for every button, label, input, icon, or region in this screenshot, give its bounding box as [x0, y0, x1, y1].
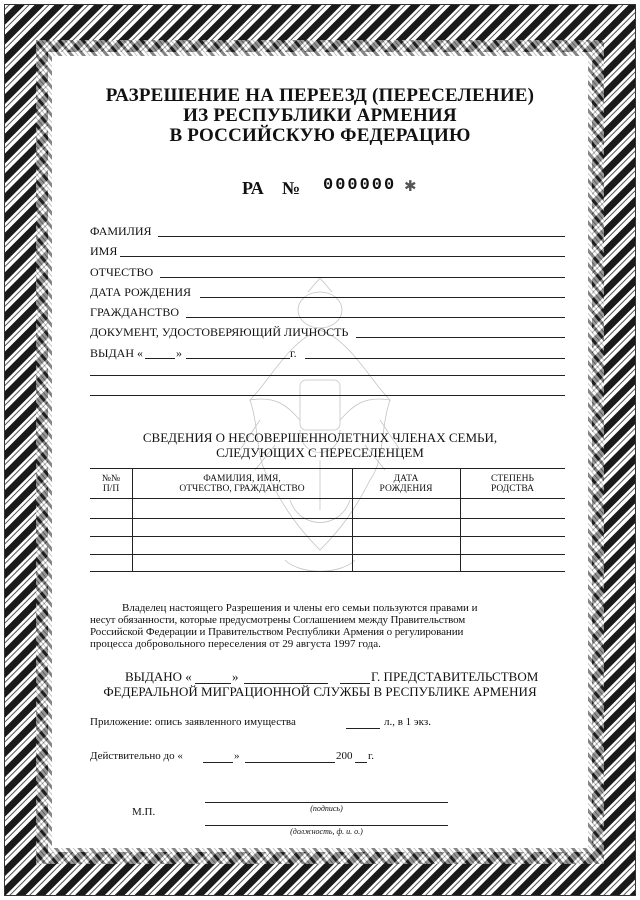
- col-header-relation-line2: РОДСТВА: [490, 484, 534, 494]
- field-issued-date-line[interactable]: [186, 358, 290, 359]
- title-line-1: РАЗРЕШЕНИЕ НА ПЕРЕЕЗД (ПЕРЕСЕЛЕНИЕ): [105, 85, 535, 106]
- appendix-prefix: Приложение: опись заявленного имущества: [90, 716, 296, 728]
- field-surname-line[interactable]: [158, 236, 565, 237]
- field-surname-label: ФАМИЛИЯ: [90, 224, 152, 238]
- field-birthdate-line[interactable]: [200, 297, 565, 298]
- issued-by-suffix: Г. ПРЕДСТАВИТЕЛЬСТВОМ: [371, 669, 539, 684]
- rosette-icon: ✱: [404, 179, 417, 195]
- appendix-suffix: л., в 1 экз.: [384, 716, 431, 728]
- number-sign: №: [282, 178, 301, 198]
- field-issued-prefix: ВЫДАН «: [90, 346, 143, 360]
- title-line-3: В РОССИЙСКУЮ ФЕДЕРАЦИЮ: [169, 125, 471, 146]
- col-header-number-line2: П/П: [102, 484, 120, 494]
- validity-prefix: Действительно до «: [90, 750, 183, 762]
- table-row-border: [90, 518, 565, 519]
- field-id-document-line[interactable]: [356, 337, 565, 338]
- col-header-number: [90, 474, 132, 494]
- position-caption: (должность, ф. и. о.): [290, 827, 363, 836]
- table-row-border: [90, 536, 565, 537]
- signature-caption: (подпись): [310, 804, 343, 813]
- col-header-name-line2: ОТЧЕСТВО, ГРАЖДАНСТВО: [179, 484, 305, 494]
- title-line-2: ИЗ РЕСПУБЛИКИ АРМЕНИЯ: [183, 105, 457, 126]
- rights-paragraph: [90, 602, 568, 650]
- signature-line[interactable]: [205, 802, 448, 803]
- stamp-place-label: М.П.: [132, 806, 156, 818]
- field-issued-day-line[interactable]: [145, 358, 175, 359]
- validity-mid: »: [234, 750, 240, 762]
- rights-line-3: Российской Федерации и Правительством Республики Армения о регулировании: [90, 626, 464, 638]
- field-patronymic-line[interactable]: [160, 277, 565, 278]
- field-issued-suffix: г.: [290, 346, 297, 360]
- table-bottom-border: [90, 571, 565, 572]
- table-header-border: [90, 498, 565, 499]
- minors-table: [90, 468, 565, 572]
- table-top-border: [90, 468, 565, 469]
- col-header-relation-line1: СТЕПЕНЬ: [491, 474, 534, 484]
- field-id-document-label: ДОКУМЕНТ, УДОСТОВЕРЯЮЩИЙ ЛИЧНОСТЬ: [90, 325, 349, 339]
- minors-heading-line-1: СВЕДЕНИЯ О НЕСОВЕРШЕННОЛЕТНИХ ЧЛЕНАХ СЕМЬИ,: [142, 430, 498, 445]
- position-line[interactable]: [205, 825, 448, 826]
- minors-heading-line-2: СЛЕДУЮЩИХ С ПЕРЕСЕЛЕНЦЕМ: [216, 445, 424, 460]
- field-citizenship-line[interactable]: [186, 317, 565, 318]
- rights-line-1: Владелец настоящего Разрешения и члены его семьи пользуются правами и: [122, 602, 478, 614]
- field-extra-line-2[interactable]: [90, 395, 565, 396]
- field-name-line[interactable]: [120, 256, 565, 257]
- col-header-birthdate: [352, 474, 460, 494]
- col-header-relation: [460, 474, 565, 494]
- field-extra-line-1[interactable]: [90, 375, 565, 376]
- rights-line-4: процесса добровольного переселения от 29 августа 1997 года.: [90, 638, 381, 650]
- issued-by-line-2: ФЕДЕРАЛЬНОЙ МИГРАЦИОННОЙ СЛУЖБЫ В РЕСПУБЛИКЕ АРМЕНИЯ: [103, 684, 537, 699]
- issued-by-mid: »: [232, 669, 239, 684]
- col-header-number-line1: №№: [101, 474, 121, 484]
- field-issued-authority-line[interactable]: [305, 358, 565, 359]
- field-name-label: ИМЯ: [90, 244, 118, 258]
- col-header-birthdate-line1: ДАТА: [393, 474, 419, 484]
- validity-month-line[interactable]: [245, 762, 335, 763]
- table-row-border: [90, 554, 565, 555]
- validity-suffix: г.: [368, 750, 375, 762]
- col-header-birthdate-line2: РОЖДЕНИЯ: [379, 484, 433, 494]
- field-citizenship-label: ГРАЖДАНСТВО: [90, 305, 180, 319]
- series-code: РА: [242, 178, 264, 198]
- field-birthdate-label: ДАТА РОЖДЕНИЯ: [90, 285, 191, 299]
- appendix-pages-line[interactable]: [346, 728, 380, 729]
- issued-by-prefix: ВЫДАНО «: [125, 669, 192, 684]
- validity-day-line[interactable]: [203, 762, 233, 763]
- validity-year: 200: [336, 750, 353, 762]
- rights-line-2: несут обязанности, которые предусмотрены Соглашением между Правительством: [90, 614, 466, 626]
- field-patronymic-label: ОТЧЕСТВО: [90, 265, 154, 279]
- field-issued-mid: »: [176, 346, 182, 360]
- col-header-name: [132, 474, 352, 494]
- col-header-name-line1: ФАМИЛИЯ, ИМЯ,: [203, 474, 281, 484]
- serial-number: 000000: [323, 176, 397, 195]
- validity-year-line[interactable]: [355, 762, 367, 763]
